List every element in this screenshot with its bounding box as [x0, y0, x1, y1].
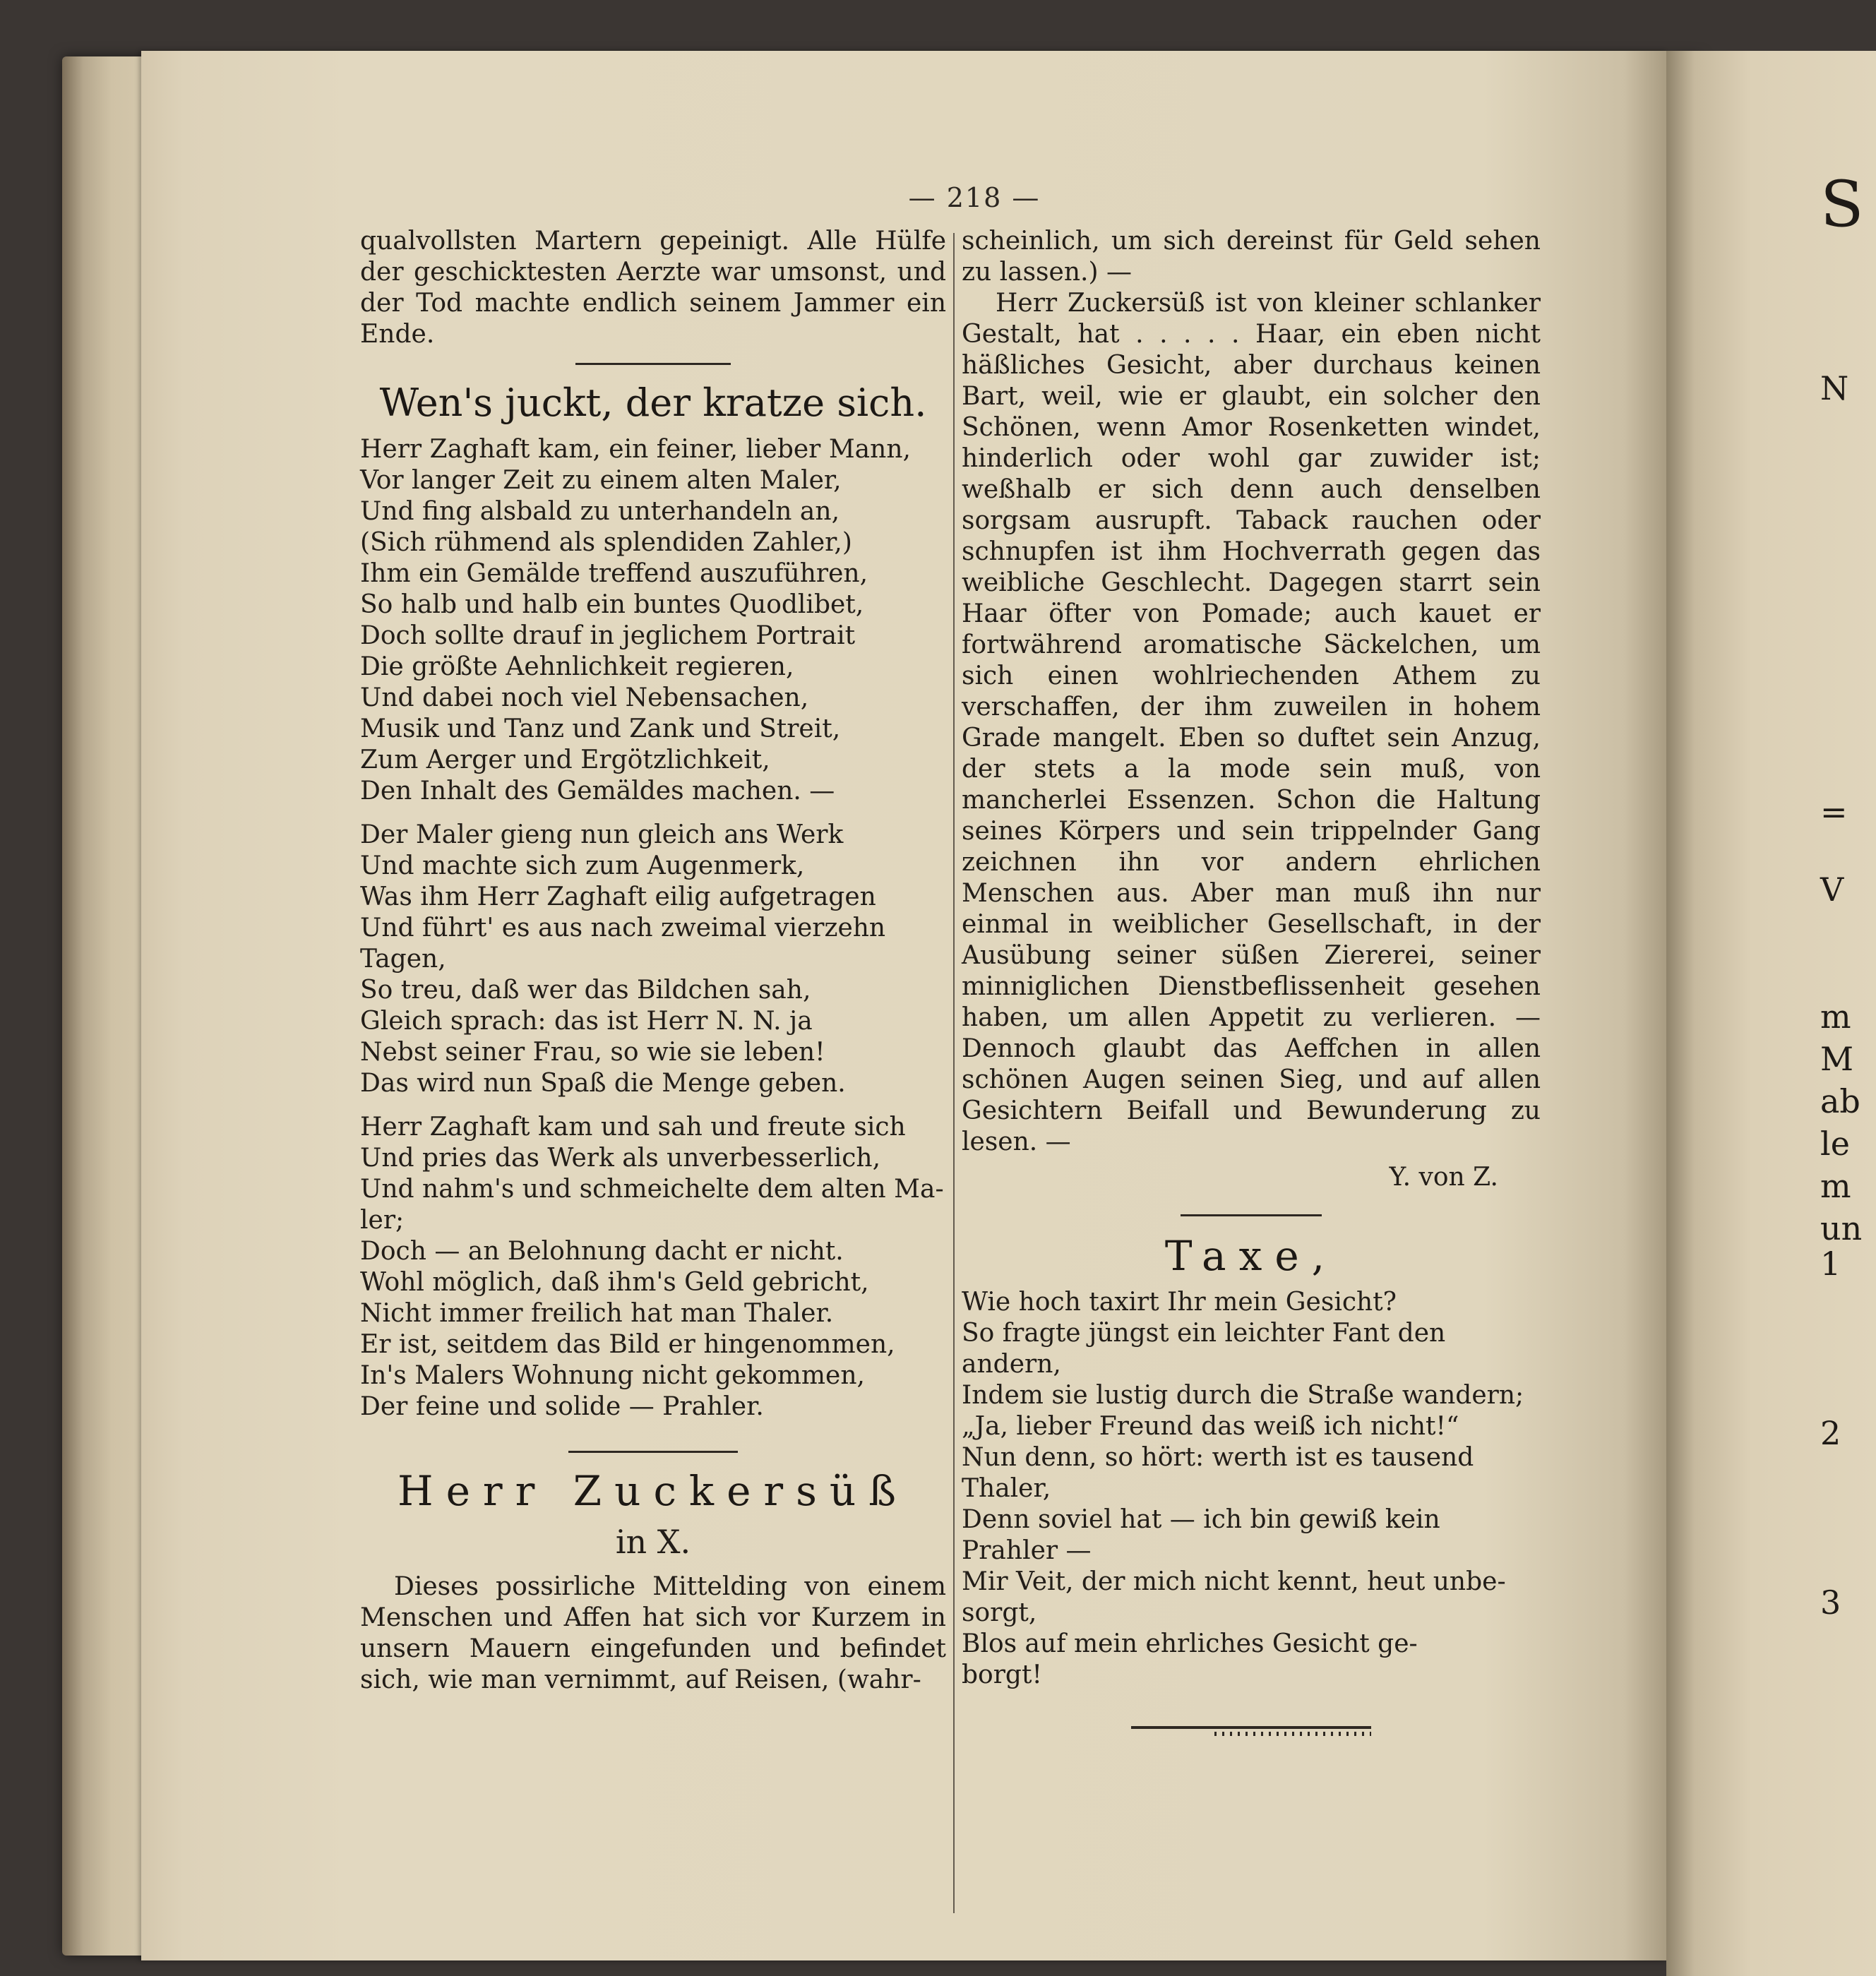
section-divider [575, 363, 731, 365]
fragment: m [1820, 998, 1851, 1036]
poem-title: Wen's juckt, der kratze sich. [379, 381, 927, 425]
poem-stanza-3: Herr Zaghaft kam und sah und freute sich Und pries das Werk als unverbesserlich, Und nahm's und schmeichelte dem alten Ma- ler; Doch — an Belohnung dacht er nicht. Wohl möglich, daß ihm's Geld gebricht, Nicht immer freilich hat man Thaler. Er ist, seitdem das Bild er hingenommen, In's Malers Wohnung nicht gekommen, Der feine und solide — Prahler. [360, 1113, 944, 1421]
left-column [360, 226, 946, 1696]
article-title: Herr Zuckersüß [398, 1467, 909, 1515]
article-body: Herr Zuckersüß ist von kleiner schlanker Gestalt, hat . . . . . Haar, ein eben nicht häßliches Gesicht, aber durchaus keinen Bart, weil, wie er glaubt, ein solcher den Schönen, wenn Amor Rosenketten windet, hinderlich oder wohl gar zuwider ist; weßhalb er sich denn auch denselben sorgsam ausrupft. Taback rauchen oder schnupfen ist ihm Hochverrath gegen das weibliche Geschlecht. Dagegen starrt sein Haar öfter von Pomade; auch kauet er fortwährend aromatische Säckelchen, um sich einen wohlriechenden Athem zu verschaffen, der ihm zuweilen in hohem Grade mangelt. Eben so duftet sein Anzug, der stets a la mode sein muß, von mancherlei Essenzen. Schon die Haltung seines Körpers und sein trippelnder Gang zeichnen ihn vor andern ehrlichen Menschen aus. Aber man muß ihn nur einmal in weiblicher Gesellschaft, in der Ausübung seiner süßen Ziererei, seiner minniglichen Dienstbeflissenheit gesehen haben, um allen Appetit zu verlieren. — Dennoch glaubt das Aeffchen in allen schönen Augen seinen Sieg, und auf allen Gesichtern Beifall und Bewunderung zu lesen. — [962, 289, 1541, 1156]
section-divider [1181, 1214, 1322, 1216]
author-signature: Y. von Z. [1389, 1163, 1498, 1192]
fragment: N [1820, 369, 1849, 407]
fragment: 1 [1820, 1245, 1841, 1283]
page-number: — 218 — [908, 182, 1041, 213]
fragment: V [1820, 870, 1844, 909]
fragment: un [1820, 1209, 1863, 1247]
tail-ornament [1131, 1726, 1371, 1736]
fragment: 3 [1820, 1583, 1841, 1622]
article-subtitle: in X. [615, 1523, 691, 1561]
fragment: le [1820, 1125, 1850, 1163]
poem-title-taxe: Taxe, [1164, 1232, 1338, 1280]
section-divider [568, 1451, 738, 1453]
fragment: 2 [1820, 1414, 1841, 1452]
poem-stanza-2: Der Maler gieng nun gleich ans Werk Und machte sich zum Augenmerk, Was ihm Herr Zaghaft eilig aufgetragen Und führt' es aus nach zweimal vierzehn Tagen, So treu, daß wer das Bildchen sah, Gleich sprach: das ist Herr N. N. ja Nebst seiner Frau, so wie sie leben! Das wird nun Spaß die Menge geben. [360, 820, 886, 1098]
fragment: m [1820, 1167, 1851, 1205]
poem-taxe: Wie hoch taxirt Ihr mein Gesicht? So fragte jüngst ein leichter Fant den andern, Indem sie lustig durch die Straße wandern; „Ja, lieber Freund das weiß ich nicht!“ Nun denn, so hört: werth ist es tausend Thaler, Denn soviel hat — ich bin gewiß kein Prahler — Mir Veit, der mich nicht kennt, heut unbe- sorgt, Blos auf mein ehrliches Gesicht ge- borgt! [962, 1288, 1524, 1689]
right-column [962, 226, 1541, 1736]
fragment: ab [1820, 1082, 1860, 1120]
article-paragraph: Dieses possirliche Mittelding von einem Menschen und Affen hat sich vor Kurzem in unsern Mauern eingefunden und befindet sich, wie man vernimmt, auf Reisen, (wahr- [360, 1572, 946, 1694]
fragment: = [1820, 793, 1848, 831]
column-divider [953, 233, 955, 1913]
poem-stanza-1: Herr Zaghaft kam, ein feiner, lieber Mann, Vor langer Zeit zu einem alten Maler, Und fing alsbald zu unterhandeln an, (Sich rühmend als splendiden Zahler,) Ihm ein Gemälde treffend auszuführen, So halb und halb ein buntes Quodlibet, Doch sollte drauf in jeglichem Portrait Die größte Aehnlichkeit regieren, Und dabei noch viel Nebensachen, Musik und Tanz und Zank und Streit, Zum Aerger und Ergötzlichkeit, Den Inhalt des Gemäldes machen. — [360, 435, 911, 806]
fragment: S [1820, 167, 1864, 241]
opening-paragraph: qualvollsten Martern gepeinigt. Alle Hülfe der geschicktesten Aerzte war umsonst, und der Tod machte endlich seinem Jammer ein Ende. [360, 227, 946, 349]
article-continuation: scheinlich, um sich dereinst für Geld sehen zu lassen.) — [962, 227, 1541, 287]
fragment: M [1820, 1040, 1854, 1078]
